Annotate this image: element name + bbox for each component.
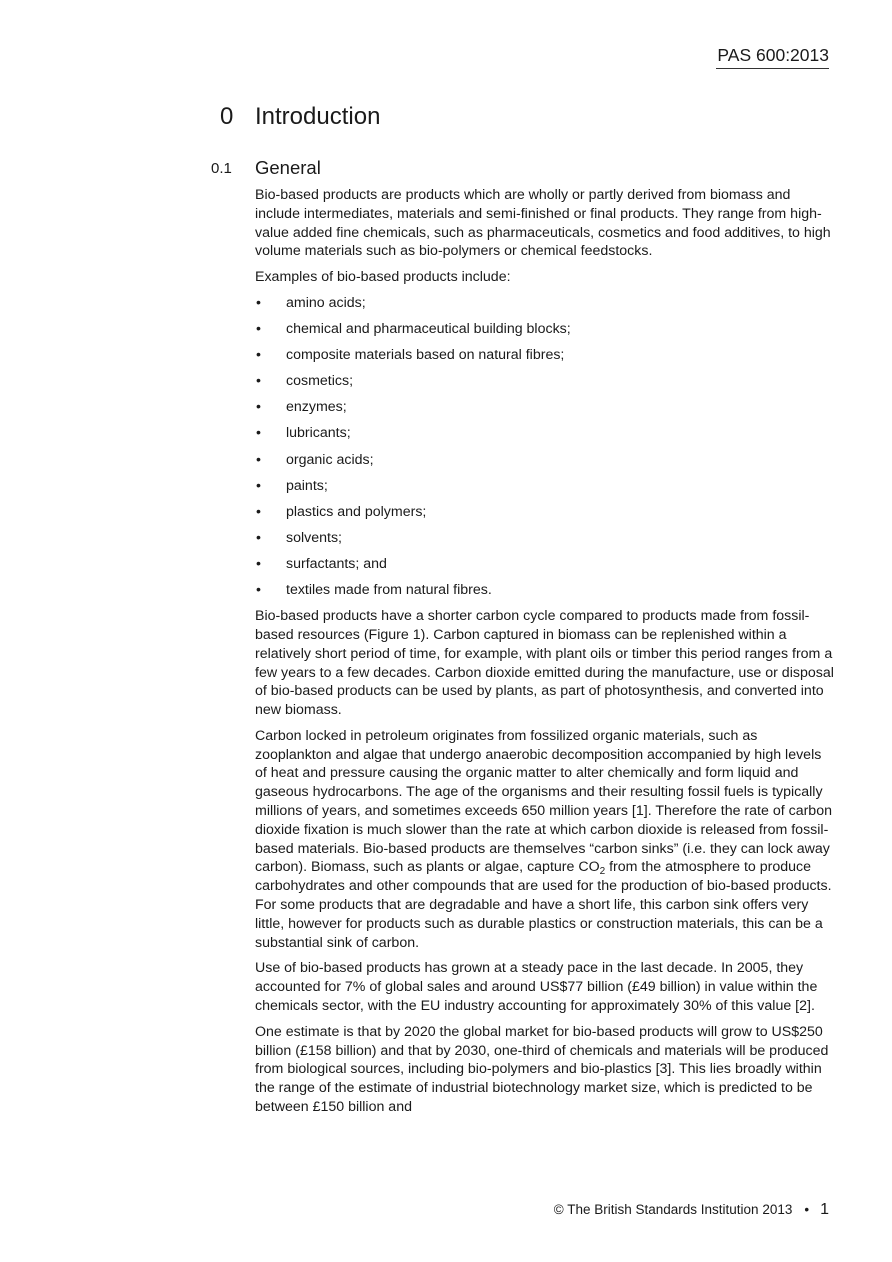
examples-list xyxy=(255,294,835,600)
bullet-icon: • xyxy=(256,555,261,572)
paragraph-definition: Bio-based products are products which are wholly or partly derived from biomass and include intermediates, materials and semi-finished or final products. They range from high-value added fine chemicals, such as pharmaceuticals, cosmetics and food additives, to high volume materials such as bio-polymers or chemical feedstocks. xyxy=(255,187,831,260)
paragraph-market-growth: Use of bio-based products has grown at a steady pace in the last decade. In 2005, they accounted for 7% of global sales and around US$77 billion (£49 billion) in value within the chemicals sector, with the EU industry accounting for approximately 30% of this value [2]. xyxy=(255,960,818,1015)
list-item: • composite materials based on natural fibres; xyxy=(256,347,565,364)
subscript-2: 2 xyxy=(599,866,606,878)
paragraph-market-estimate: One estimate is that by 2020 the global market for bio-based products will grow to US$250 billion (£158 billion) and that by 2030, one-third of chemicals and materials will be produced from biological sources, including bio-polymers and bio-plastics [3]. This lies broadly within the range of the estimate of industrial biotechnology market size, which is predicted to be between £150 billion and xyxy=(255,1023,829,1116)
bullet-icon: • xyxy=(256,347,261,364)
bullet-icon: • xyxy=(256,321,261,338)
list-item: • amino acids; xyxy=(256,294,366,311)
bullet-icon: • xyxy=(256,477,261,494)
bullet-icon: • xyxy=(256,503,261,520)
bullet-icon: • xyxy=(256,582,261,599)
list-item: • paints; xyxy=(256,477,328,494)
bullet-icon: • xyxy=(256,399,261,416)
footer-separator: • xyxy=(804,1202,810,1217)
list-item: • plastics and polymers; xyxy=(256,503,427,520)
page-number: 1 xyxy=(820,1201,829,1218)
page-footer xyxy=(554,1200,829,1220)
paragraph-carbon-cycle: Bio-based products have a shorter carbon cycle compared to products made from fossil-based resources (Figure 1). Carbon captured in biomass can be replenished within a relatively short period of time, for example, with plant oils or timber this period ranges from a few years to a few decades. Carbon dioxide emitted during the manufacture, use or disposal of bio-based products can be used by plants, as part of photosynthesis, and converted into new biomass. xyxy=(255,608,834,719)
header-underline xyxy=(716,68,829,69)
bullet-icon: • xyxy=(256,529,261,546)
section-title: Introduction xyxy=(255,103,381,130)
list-item: • lubricants; xyxy=(256,425,351,442)
body-text xyxy=(255,186,835,1124)
list-item: • enzymes; xyxy=(256,399,347,416)
paragraph-examples-intro: Examples of bio-based products include: xyxy=(255,269,511,286)
list-item: • surfactants; and xyxy=(256,555,387,572)
section-number: 0 xyxy=(220,103,234,130)
bullet-icon: • xyxy=(256,294,261,311)
list-item: • textiles made from natural fibres. xyxy=(256,582,492,599)
copyright-notice: © The British Standards Institution 2013 xyxy=(553,1202,793,1217)
list-item: • organic acids; xyxy=(256,451,374,468)
paragraph-petroleum-carbon: Carbon locked in petroleum originates from fossilized organic materials, such as zooplankton and algae that undergo anaerobic decomposition accompanied by high levels of heat and pressure causing the organic matter to alter chemically and form liquid and gaseous hydrocarbons. The age of the organisms and their resulting fossil fuels is typically millions of years, and sometimes exceeds 650 million years [1]. Therefore the rate of carbon dioxide fixation is much slower than the rate at which carbon dioxide is released from fossil-based materials. Bio-based products are themselves “carbon sinks” (i.e. they can lock away carbon). Biomass, such as plants or algae, capture $CO_2$ from the atmosphere to produce carbohydrates and other compounds that are used for the production of bio-based products. For some products that are degradable and have a short life, this carbon sink offers very little, however for products such as durable plastics or construction materials, this can be a substantial sink of carbon. xyxy=(255,727,832,951)
list-item: • chemical and pharmaceutical building blocks; xyxy=(256,321,571,338)
subsection-title: General xyxy=(255,157,321,178)
document-code: PAS 600:2013 xyxy=(717,45,829,65)
subsection-number: 0.1 xyxy=(211,160,232,177)
list-item: • cosmetics; xyxy=(256,373,354,390)
bullet-icon: • xyxy=(256,425,261,442)
bullet-icon: • xyxy=(256,373,261,390)
list-item: • solvents; xyxy=(256,529,342,546)
bullet-icon: • xyxy=(256,451,261,468)
